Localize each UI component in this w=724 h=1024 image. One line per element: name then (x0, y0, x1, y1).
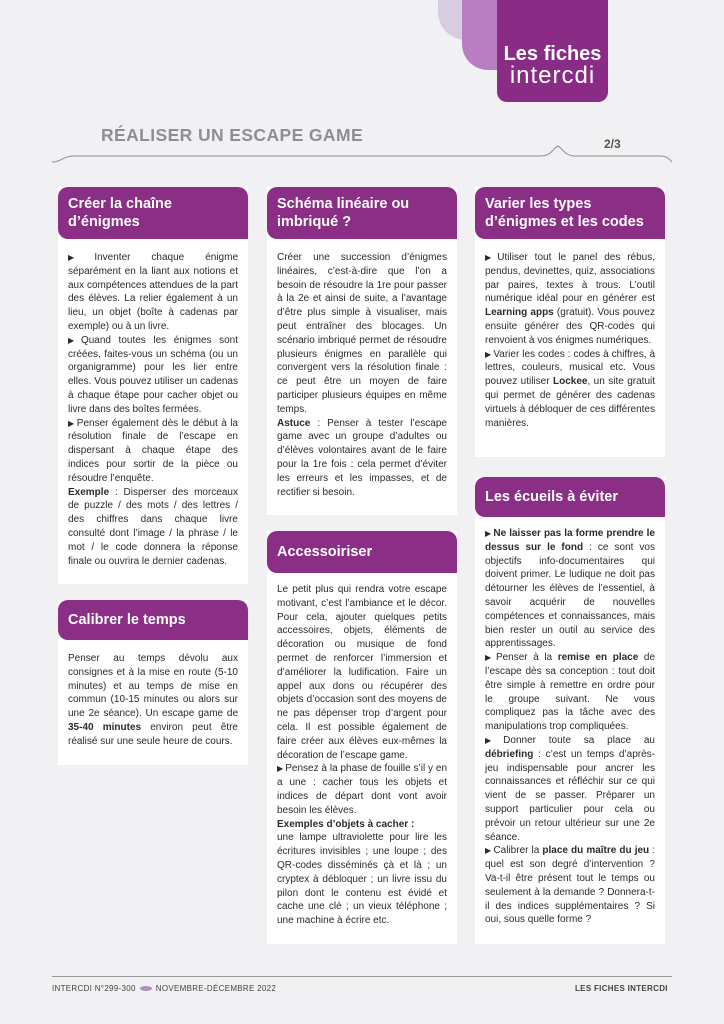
card-chain-title: Créer la chaîne d’énigmes (58, 187, 248, 239)
brand-line1: Les fiches (503, 43, 602, 65)
pitfalls-strong-3: débriefing (485, 748, 534, 760)
accessories-text-3: une lampe ultraviolette pour lire les écritures invisibles ; une loupe ; des QR-codes disséminés çà et là ; un cryptex à débloquer ; un livre issu du pilon dont le contenu est évidé et cache une clé ; un vieux téléphone ; une machine à écrire etc. (277, 832, 447, 927)
brand-logo (497, 0, 608, 102)
pitfalls-text-3c: : c’est un temps d’après-jeu indispensable pour ancrer les connaissances et réfléchir sur ce qui vient de se passer. Préparer un support particulier pour cela ou prévoir un retour ultérieur sur une 2e séance. (485, 748, 655, 843)
footer-rule (52, 976, 672, 977)
chain-text-2: Quand toutes les énigmes sont créées, faites-vous un schéma (ou un organigramme) pour les lier entre elles. Vous pouvez utiliser un cadenas à chaque étape pour cacher objet ou livre dans des boîtes fermées. (68, 334, 238, 415)
triangle-bullet-icon: ▶ (68, 253, 93, 262)
card-vary-title: Varier les types d’énigmes et les codes (475, 187, 665, 239)
card-chain (58, 187, 248, 584)
chain-text-3: Penser également dès le début à la résolution finale de l’escape en dispersant à chaque étape des indices pour sortir de la pièce ou résoudre l’enquête. (68, 417, 238, 484)
triangle-bullet-icon: ▶ (277, 764, 284, 774)
pitfalls-strong-1: Ne laisser pas la forme prendre le dessus sur le fond (485, 528, 655, 553)
card-time-title: Calibrer le temps (58, 600, 248, 640)
vary-tool-2: Lockee (553, 376, 588, 388)
footer-separator (140, 986, 152, 991)
triangle-bullet-icon: ▶ (485, 253, 496, 262)
card-pitfalls-title: Les écueils à éviter (475, 477, 665, 517)
card-accessories-body (277, 583, 447, 928)
footer-issue (52, 984, 276, 993)
card-vary (475, 187, 665, 457)
triangle-bullet-icon: ▶ (485, 735, 502, 745)
card-vary-body (485, 251, 655, 430)
vary-text-3: Varier les codes : codes à chiffres, à lettres, couleurs, musical etc. Vous pouvez utiliser (485, 348, 656, 388)
brand-line2: intercdi (509, 62, 596, 89)
card-schema-title: Schéma linéaire ou imbriqué ? (267, 187, 457, 239)
vary-text-1: Utiliser tout le panel des rébus, pendus, devinettes, quiz, associations par paires, textes à trous. L’outil numérique idéal pour en générer est (485, 252, 656, 305)
pitfalls-text-3a: Donner toute sa place au (503, 734, 655, 746)
triangle-bullet-icon: ▶ (485, 653, 494, 663)
vary-text-2: (gratuit). Vous pouvez ensuite générer des QR-codes qui renvoient à vos énigmes numériques. (485, 307, 655, 346)
triangle-bullet-icon: ▶ (68, 418, 75, 428)
triangle-bullet-icon: ▶ (485, 529, 492, 538)
footer-section: LES FICHES INTERCDI (575, 984, 668, 993)
vary-text-4: , un site gratuit qui permet de générer des cadenas virtuels à débloquer de ces différentes manières. (485, 376, 656, 429)
accessories-text-2: Pensez à la phase de fouille s’il y en a une : cacher tous les objets et indices de départ dont vont avoir besoin les élèves. (277, 763, 448, 816)
time-text-2: environ peut être réalisé sur une seule heure de cours. (68, 721, 238, 747)
chain-text-1: Inventer chaque énigme séparément en la liant aux notions et aux compétences attendues de la part des élèves. La relier également à un lieu, un objet (boîte à cadenas par exemple) ou à un livre. (68, 252, 239, 332)
vary-tool-1: Learning apps (485, 307, 554, 319)
footer-issue-date: NOVEMBRE-DÉCEMBRE 2022 (155, 984, 277, 993)
page-title: RÉALISER UN ESCAPE GAME (101, 125, 364, 145)
card-chain-body (68, 251, 238, 568)
page-number: 2/3 (604, 137, 621, 151)
time-duration: 35-40 minutes (68, 721, 142, 733)
card-time-body (68, 652, 238, 749)
accessories-text-1: Le petit plus qui rendra votre escape motivant, c’est l’ambiance et le décor. Pour cela, ajouter quelques petits accessoires, objets, éléments de décoration ou musique de fond permet de renforcer l’immersion et d’améliorer la ludification. Faire un appel aux dons ou récupérer des objets d’occasion sont des moyens de ne pas dépenser trop d’argent pour cela. Il est possible également de faire créer aux élèves eux-mêmes la décoration de l’escape game. (277, 584, 447, 761)
chain-text-4: : Disperser des morceaux de puzzle / des mots / des lettres / des chiffres dans chaque livre consulté dont l’image / la phrase / le mot / le code donnera la réponse finale ou ouvrira le dernier cadenas. (68, 486, 238, 567)
triangle-bullet-icon: ▶ (485, 846, 492, 856)
pitfalls-text-2a: Penser à la (495, 652, 558, 664)
time-text-1: Penser au temps dévolu aux consignes et à la mise en route (5-10 minutes) et au temps de mise en commun (10-15 minutes ou alors sur une 2e séance). Un escape game de (68, 653, 238, 720)
card-pitfalls (475, 477, 665, 944)
triangle-bullet-icon: ▶ (485, 349, 492, 359)
schema-text-2: : Penser à tester l’escape game avec un groupe d’adultes ou d’élèves volontaires avant de le faire pour la 1re fois : cela permet d’éviter les erreurs et les impasses, et de rectifier si besoin. (277, 417, 447, 498)
footer-issue-number: INTERCDI N°299-300 (52, 984, 136, 993)
pitfalls-text-2c: de l’escape dès sa conception : tout doit être simple à remettre en ordre pour le groupe suivant. Ne vous compliquez pas la tâche avec des manipulations trop compliquées. (485, 652, 656, 733)
accessories-examples-label: Exemples d’objets à cacher : (277, 818, 415, 830)
card-schema-body (277, 251, 447, 499)
pitfalls-strong-2: remise en place (557, 652, 639, 664)
schema-text-1: Créer une succession d’énigmes linéaires, c’est-à-dire que l’on a besoin de résoudre la 1re pour passer à la 2e et ainsi de suite, a l’avantage d’être plus simple à visualiser, mais peut entraîner des blocages. Un scénario imbriqué permet de résoudre plusieurs énigmes en parallèle qui convergent vers la résolution finale : ce peut être un moyen de faire participer plusieurs équipes en même temps. (277, 252, 447, 415)
triangle-bullet-icon: ▶ (68, 335, 79, 345)
chain-example-label: Exemple (68, 486, 110, 498)
pitfalls-strong-4: place du maître du jeu (542, 845, 650, 857)
card-accessories-title: Accessoiriser (267, 531, 457, 573)
pitfalls-text-1: : ce sont vos objectifs info-documentaires qui doivent primer. Le ludique ne doit pas détourner les élèves de l’essentiel, à savoir acquérir de nouvelles compétences et connaissances, mais bien rester un outil au service des apprentissages. (485, 541, 655, 650)
schema-tip-label: Astuce (277, 417, 311, 429)
card-pitfalls-body (485, 527, 655, 927)
card-time (58, 600, 248, 765)
pitfalls-text-4c: : quel est son degré d’intervention ? Va-t-il être présent tout le temps ou seulement à la demande ? Donnera-t-il des indices supplémentaires ? Si oui, sous quelle forme ? (485, 845, 655, 926)
card-accessories (267, 531, 457, 944)
card-schema (267, 187, 457, 515)
pitfalls-text-4a: Calibrer la (493, 845, 543, 857)
